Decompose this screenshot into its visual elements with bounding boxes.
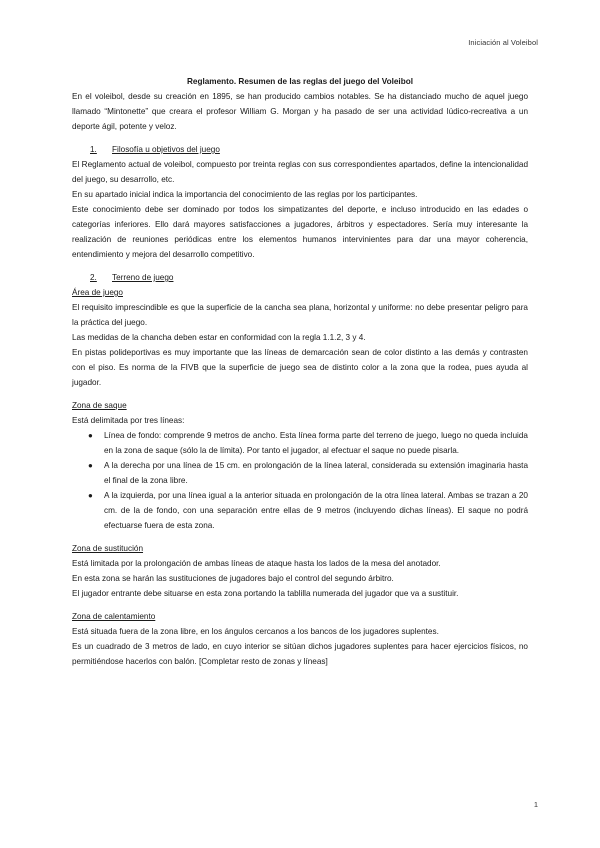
zona-de-sustitucion-heading: Zona de sustitución: [72, 544, 144, 553]
section-2-heading: [90, 270, 528, 285]
sustitucion-paragraph: Está limitada por la prolongación de ambas líneas de ataque hasta los lados de la mesa del anotador.: [72, 559, 441, 568]
zona-de-saque-heading: Zona de saque: [72, 401, 127, 410]
calentamiento-paragraph: Está situada fuera de la zona libre, en los ángulos cercanos a los bancos de los jugadores suplentes.: [72, 627, 439, 636]
intro-paragraph: En el voleibol, desde su creación en 1895, se han producido cambios notables. Se ha distanciado mucho de aquel juego llamado “Mintonette” que creara el profesor William G. Morgan y ha pasado de ser una actividad lúdico-recreativa a un deporte ágil, potente y veloz.: [72, 92, 528, 131]
section-2-title: Terreno de juego: [112, 273, 174, 282]
saque-intro: Está delimitada por tres líneas:: [72, 416, 185, 425]
page-number: 1: [533, 800, 538, 809]
bullet-text: A la derecha por una línea de 15 cm. en prolongación de la línea lateral, considerada su extensión imaginaria hasta el final de la zona libre.: [104, 461, 528, 485]
section-2-number: 2.: [90, 273, 97, 282]
list-item: [88, 488, 528, 533]
calentamiento-paragraph: Es un cuadrado de 3 metros de lado, en cuyo interior se sitúan dichos jugadores suplentes para hacer ejercicios físicos, no permitiéndose hacerlos con balón. [Completar resto de zonas y líneas]: [72, 642, 528, 666]
document-body: [72, 74, 528, 669]
section-1-paragraph: Este conocimiento debe ser dominado por todos los simpatizantes del deporte, e incluso introducido en las edades o categorías inferiores. Ello dará mayores satisfacciones a jugadores, árbitros y espectadores. Sería muy interesante la realización de reuniones periódicas entre los elementos humanos intervinientes para dar una mayor coherencia, entendimiento y mejora del desarrollo competitivo.: [72, 205, 528, 259]
list-item: [88, 428, 528, 458]
zona-de-calentamiento-heading: Zona de calentamiento: [72, 612, 156, 621]
area-paragraph: El requisito imprescindible es que la superficie de la cancha sea plana, horizontal y uniforme: no debe presentar peligro para la práctica del juego.: [72, 303, 528, 327]
section-1-heading: [90, 142, 528, 157]
bullet-text: A la izquierda, por una línea igual a la anterior situada en prolongación de la otra línea lateral. Ambas se trazan a 20 cm. de la de fondo, con una separación entre ellas de 9 metros (incluyendo dichas líneas). El saque no podrá efectuarse fuera de esta zona.: [104, 491, 528, 530]
document-title: Reglamento. Resumen de las reglas del juego del Voleibol: [187, 77, 413, 86]
saque-bullet-list: [72, 428, 528, 533]
section-1-paragraph: En su apartado inicial indica la importancia del conocimiento de las reglas por los participantes.: [72, 190, 418, 199]
area-de-juego-heading: Área de juego: [72, 288, 123, 297]
section-1-paragraph: El Reglamento actual de voleibol, compuesto por treinta reglas con sus correspondientes apartados, define la intencionalidad del juego, su desarrollo, etc.: [72, 160, 528, 184]
section-1-title: Filosofía u objetivos del juego: [112, 145, 220, 154]
bullet-icon: ●: [88, 431, 93, 440]
list-item: [88, 458, 528, 488]
sustitucion-paragraph: En esta zona se harán las sustituciones de jugadores bajo el control del segundo árbitro.: [72, 574, 394, 583]
running-header: Iniciación al Voleibol: [468, 38, 538, 47]
section-1-number: 1.: [90, 145, 97, 154]
bullet-text: Línea de fondo: comprende 9 metros de ancho. Esta línea forma parte del terreno de juego, luego no queda incluida en la zona de saque (sólo la de límita). Por tanto el jugador, al efectuar el saque no puede pisarla.: [104, 431, 528, 455]
bullet-icon: ●: [88, 491, 93, 500]
bullet-icon: ●: [88, 461, 93, 470]
area-paragraph: En pistas polideportivas es muy importante que las líneas de demarcación sean de color distinto a las demás y contrasten con el piso. Es norma de la FIVB que la superficie de juego sea de distinto color a la zona que la rodea, pues ayuda al jugador.: [72, 348, 528, 387]
sustitucion-paragraph: El jugador entrante debe situarse en esta zona portando la tablilla numerada del jugador que va a sustituir.: [72, 589, 459, 598]
area-paragraph: Las medidas de la chancha deben estar en conformidad con la regla 1.1.2, 3 y 4.: [72, 333, 366, 342]
